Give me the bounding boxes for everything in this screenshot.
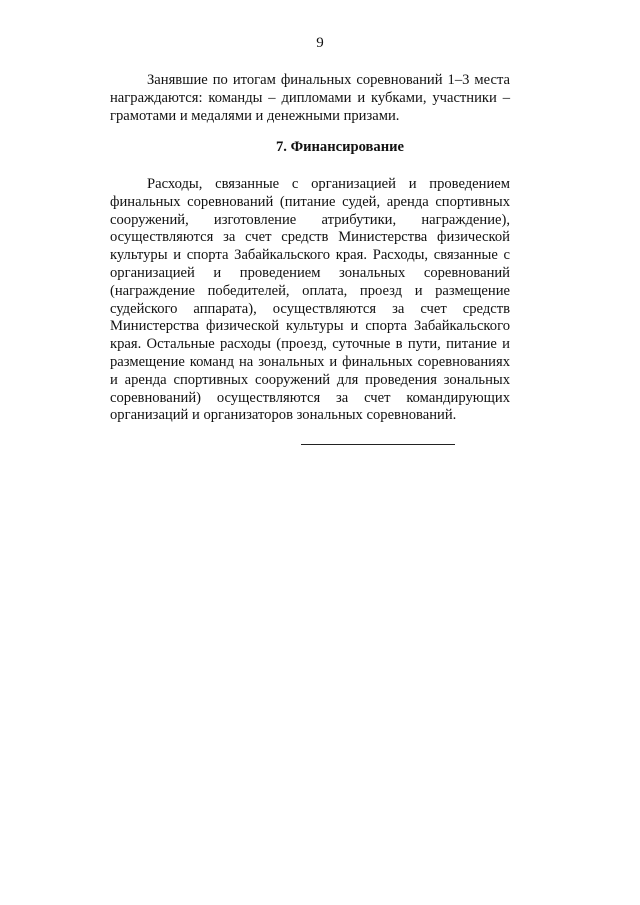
- awards-paragraph: Занявшие по итогам финальных соревнований 1–3 места награждаются: команды – дипломами и кубками, участники – грамотами и медалями и денежными призами.: [110, 72, 510, 124]
- section-heading-financing: 7. Финансирование: [275, 139, 405, 155]
- end-of-document-divider: [301, 444, 455, 445]
- page-number: 9: [316, 35, 324, 51]
- financing-paragraph: Расходы, связанные с организацией и проведением финальных соревнований (питание судей, аренда спортивных сооружений, изготовление атрибутики, награждение), осуществляются за счет средств Министерства физической культуры и спорта Забайкальского края. Расходы, связанные с организацией и проведением зональных соревнований (награждение победителей, оплата, проезд и размещение судейского аппарата), осуществляются за счет средств Министерства физической культуры и спорта Забайкальского края. Остальные расходы (проезд, суточные в пути, питание и размещение команд на зональных и финальных соревнованиях и аренда спортивных сооружений для проведения зональных соревнований) осуществляются за счет командирующих организаций и организаторов зональных соревнований.: [110, 176, 510, 424]
